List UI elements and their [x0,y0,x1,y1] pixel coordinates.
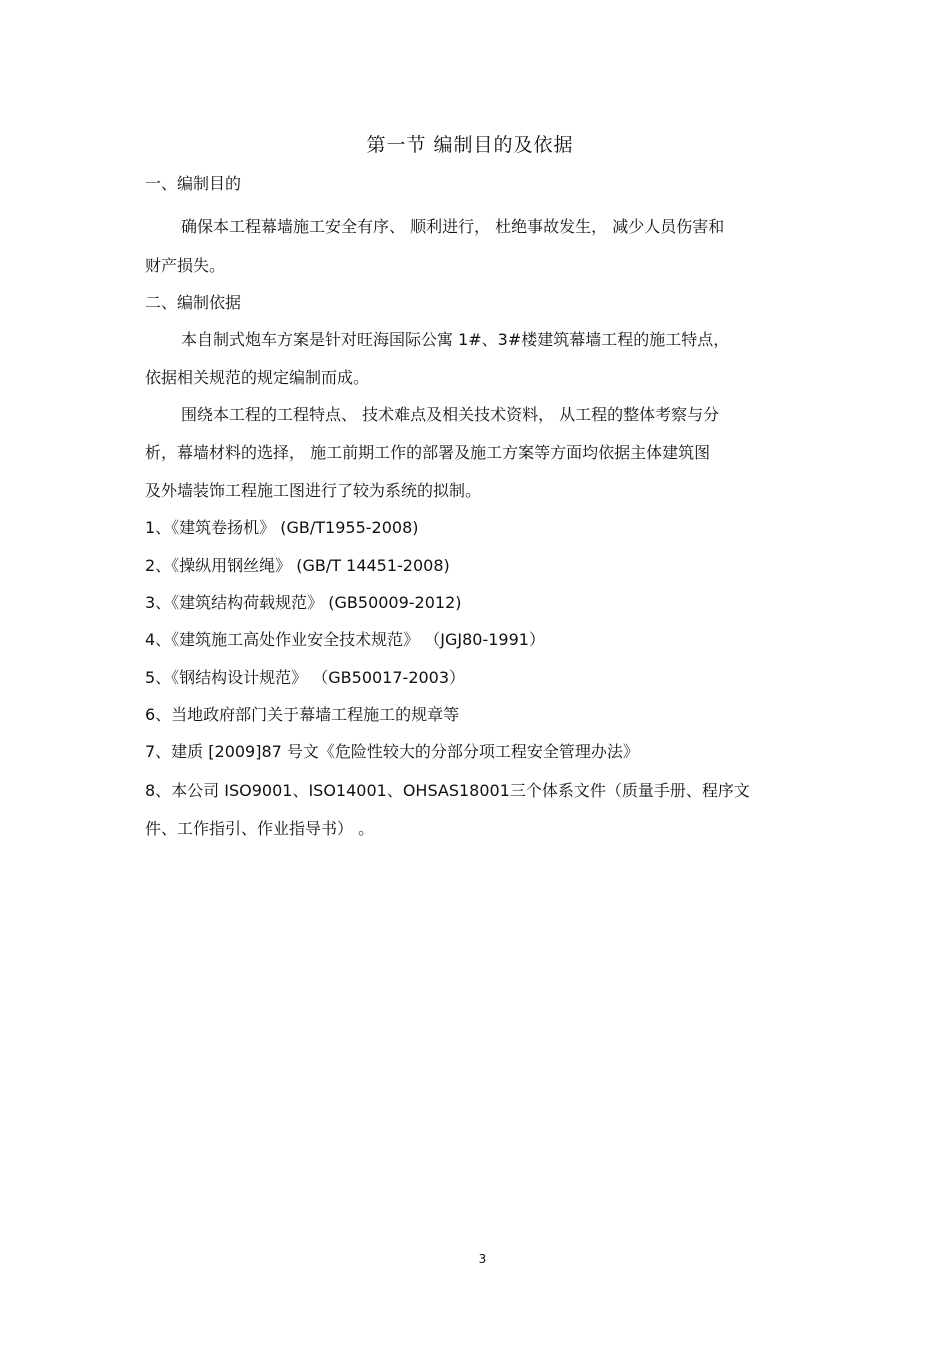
reference-item: 3、《建筑结构荷载规范》 (GB50009-2012) [145,593,462,612]
heading-basis: 二、编制依据 [145,293,242,312]
basis-paragraph-2-line-2: 析，幕墙材料的选择， 施工前期工作的部署及施工方案等方面均依据主体建筑图 [145,443,711,462]
purpose-paragraph-line-2: 财产损失。 [145,256,226,275]
reference-item: 7、建质 [2009]87 号文《危险性较大的分部分项工程安全管理办法》 [145,742,639,761]
reference-item: 1、《建筑卷扬机》 (GB/T1955-2008) [145,518,419,537]
basis-paragraph-2-line-3: 及外墙装饰工程施工图进行了较为系统的拟制。 [145,481,482,500]
page-number: 3 [478,1252,487,1266]
reference-item: 2、《操纵用钢丝绳》 (GB/T 14451-2008) [145,556,450,575]
basis-paragraph-1-line-1: 本自制式炮车方案是针对旺海国际公寓 1#、3#楼建筑幕墙工程的施工特点， [181,330,730,349]
purpose-paragraph-line-1: 确保本工程幕墙施工安全有序、 顺利进行， 杜绝事故发生， 减少人员伤害和 [181,217,725,236]
basis-paragraph-1-line-2: 依据相关规范的规定编制而成。 [145,368,370,387]
heading-purpose: 一、编制目的 [145,174,242,193]
reference-item: 6、当地政府部门关于幕墙工程施工的规章等 [145,705,460,724]
reference-item: 5、《钢结构设计规范》 （GB50017-2003） [145,668,466,687]
section-title: 第一节 编制目的及依据 [366,134,574,156]
reference-item: 4、《建筑施工高处作业安全技术规范》 （JGJ80-1991） [145,630,545,649]
reference-item: 8、本公司 ISO9001、ISO14001、OHSAS18001三个体系文件（质量手册、程序文 [145,781,750,800]
reference-item-continuation: 件、工作指引、作业指导书） 。 [145,819,375,838]
basis-paragraph-2-line-1: 围绕本工程的工程特点、 技术难点及相关技术资料， 从工程的整体考察与分 [181,405,720,424]
